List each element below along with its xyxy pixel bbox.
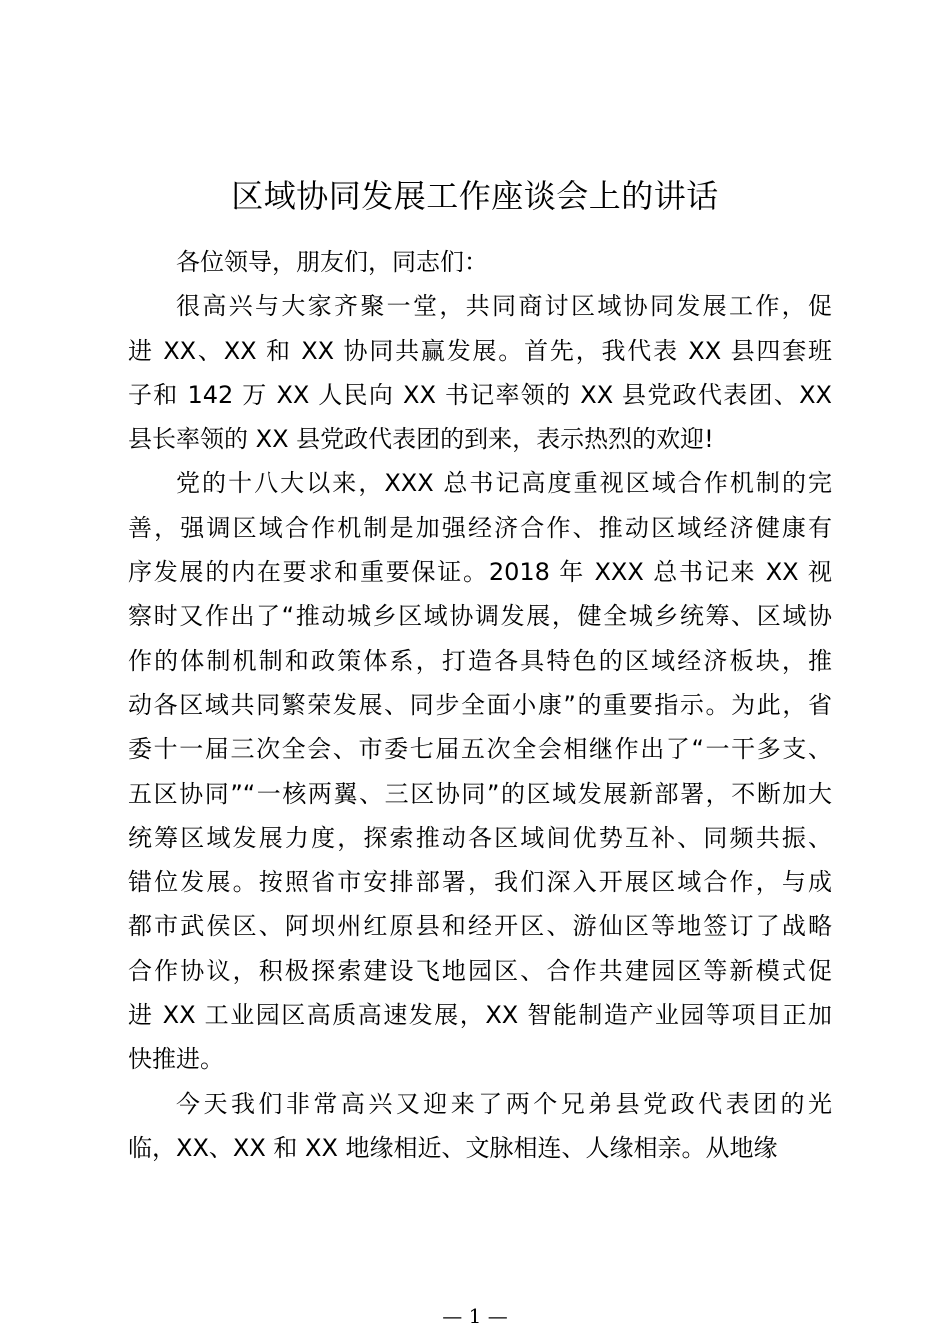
paragraph-line: 动各区域共同繁荣发展、同步全面小康”的重要指示。为此，省 <box>128 690 832 719</box>
paragraph-line: 五区协同”“一核两翼、三区协同”的区域发展新部署，不断加大 <box>128 779 832 808</box>
paragraph-delegation <box>128 1082 832 1171</box>
paragraph-line: 委十一届三次全会、市委七届五次全会相继作出了“一干多支、 <box>128 735 832 764</box>
document-body <box>128 240 832 1170</box>
document-title: 区域协同发展工作座谈会上的讲话 <box>231 177 719 215</box>
paragraph-line: 善，强调区域合作机制是加强经济合作、推动区域经济健康有 <box>128 513 832 542</box>
paragraph-line: 党的十八大以来，XXX 总书记高度重视区域合作机制的完 <box>176 469 832 498</box>
paragraph-line: 临，XX、XX 和 XX 地缘相近、文脉相连、人缘相亲。从地缘 <box>128 1133 778 1162</box>
paragraph-line: 进 XX、XX 和 XX 协同共赢发展。首先，我代表 XX 县四套班 <box>128 336 832 365</box>
paragraph-line: 子和 142 万 XX 人民向 XX 书记率领的 XX 县党政代表团、XX <box>128 380 832 409</box>
paragraph-line: 很高兴与大家齐聚一堂，共同商讨区域协同发展工作，促 <box>176 292 832 321</box>
page-number: — 1 — <box>442 1304 508 1328</box>
paragraph-line: 县长率领的 XX 县党政代表团的到来，表示热烈的欢迎! <box>128 425 714 454</box>
paragraph-line: 错位发展。按照省市安排部署，我们深入开展区域合作，与成 <box>128 868 832 897</box>
paragraph-greeting <box>128 240 832 284</box>
paragraph-line: 都市武侯区、阿坝州红原县和经开区、游仙区等地签订了战略 <box>128 912 832 941</box>
paragraph-line: 进 XX 工业园区高质高速发展，XX 智能制造产业园等项目正加 <box>128 1001 832 1030</box>
paragraph-line: 今天我们非常高兴又迎来了两个兄弟县党政代表团的光 <box>176 1089 832 1118</box>
paragraph-line: 统筹区域发展力度，探索推动各区域间优势互补、同频共振、 <box>128 823 832 852</box>
paragraph-line: 作的体制机制和政策体系，打造各具特色的区域经济板块，推 <box>128 646 832 675</box>
paragraph-line: 快推进。 <box>128 1045 224 1074</box>
paragraph-line: 察时又作出了“推动城乡区域协调发展，健全城乡统筹、区域协 <box>128 602 832 631</box>
paragraph-background <box>128 461 832 1081</box>
paragraph-line: 序发展的内在要求和重要保证。2018 年 XXX 总书记来 XX 视 <box>128 558 832 587</box>
paragraph-line: 合作协议，积极探索建设飞地园区、合作共建园区等新模式促 <box>128 956 832 985</box>
paragraph-line: 各位领导，朋友们，同志们： <box>176 248 488 276</box>
paragraph-welcome <box>128 284 832 461</box>
